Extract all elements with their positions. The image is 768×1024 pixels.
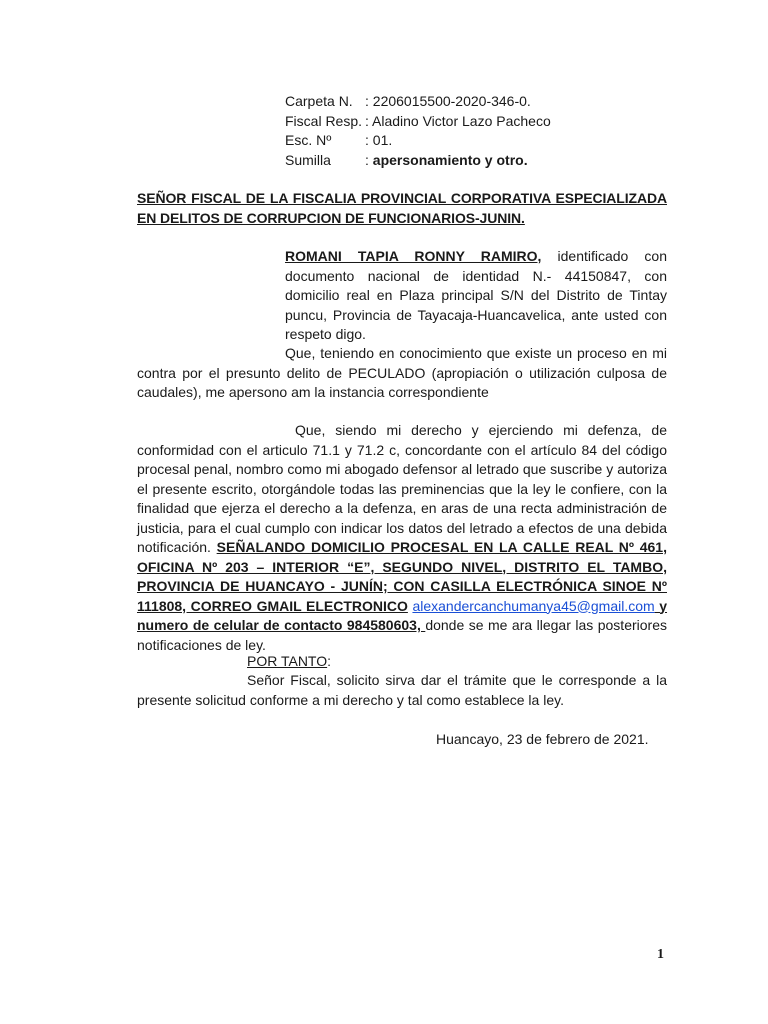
esc-value: : 01. xyxy=(365,132,393,148)
sumilla-label: Sumilla xyxy=(285,151,331,168)
sumilla-row xyxy=(285,151,551,171)
por-tanto-label: POR TANTO xyxy=(247,653,328,669)
sumilla-value-wrap xyxy=(365,151,528,171)
phone-contact: y numero de celular de contacto 984580603, xyxy=(137,597,668,633)
fiscal-row xyxy=(285,112,551,132)
date-line: Huancayo, 23 de febrero de 2021. xyxy=(436,731,649,747)
paragraph-request xyxy=(137,671,667,710)
carpeta-label: Carpeta N. xyxy=(285,93,353,109)
por-tanto-colon: : xyxy=(327,653,332,669)
por-tanto-heading xyxy=(247,652,331,672)
carpeta-value: : 2206015500-2020-346-0. xyxy=(365,93,531,109)
procedural-domicile: SEÑALANDO DOMICILIO PROCESAL EN LA CALLE REAL Nº 461, OFICINA Nº 203 – INTERIOR “E”, SEGUNDO NIVEL, DISTRITO EL TAMBO, PROVINCIA DE HUANCAYO - JUNÍN; CON CASILLA ELECTRÓNICA SINOE Nº 111808, CORREO GMAIL ELECTRONICO xyxy=(137,539,667,614)
addressee-heading: SEÑOR FISCAL DE LA FISCALIA PROVINCIAL CORPORATIVA ESPECIALIZADA EN DELITOS DE CORRUPCION DE FUNCIONARIOS-JUNIN. xyxy=(137,190,667,226)
sumilla-value: apersonamiento y otro. xyxy=(372,151,528,168)
esc-row xyxy=(285,131,551,151)
identification-paragraph xyxy=(285,247,667,345)
paragraph-request-text: Señor Fiscal, solicito sirva dar el trámite que le corresponde a la presente solicitud conforme a mi derecho y tal como establece la ley. xyxy=(137,672,667,708)
paragraph-process-text: Que, teniendo en conocimiento que existe un proceso en mi contra por el presunto delito de PECULADO (apropiación o utilización culposa de caudales), me apersono am la instancia correspondiente xyxy=(137,345,667,400)
applicant-name: ROMANI TAPIA RONNY RAMIRO, xyxy=(285,248,542,264)
page-number: 1 xyxy=(657,947,664,962)
paragraph-process xyxy=(137,344,667,403)
carpeta-row xyxy=(285,92,551,112)
sumilla-separator: : xyxy=(365,151,373,168)
case-header xyxy=(285,92,551,170)
fiscal-label: Fiscal Resp. xyxy=(285,112,363,129)
paragraph-defense-tail: donde se me ara llegar las posteriores notificaciones de ley. xyxy=(137,617,667,653)
paragraph-defense-text: Que, siendo mi derecho y ejerciendo mi defenza, de conformidad con el articulo 71.1 y 71.2 c, concordante con el artículo 84 del código procesal penal, nombro como mi abogado defensor al letrado que suscribe y autoriza el presente escrito, otorgándole todas las preminencias que la ley le confiere, con la finalidad que ejerza el derecho a la defenza, en aras de una recta administración de justicia, para el cual cumplo con indicar los datos del letrado a efectos de una debida notificación. xyxy=(137,422,667,555)
esc-label: Esc. Nº xyxy=(285,132,332,148)
identification-text: identificado con documento nacional de identidad N.- 44150847, con domicilio real en Plaza principal S/N del Distrito de Tintay puncu, Provincia de Tayacaja-Huancavelica, ante usted con respeto digo. xyxy=(285,248,667,342)
fiscal-value: : Aladino Victor Lazo Pacheco xyxy=(365,112,551,129)
paragraph-defense xyxy=(137,421,667,655)
email-link[interactable]: alexandercanchumanya45@gmail.com xyxy=(412,597,655,614)
